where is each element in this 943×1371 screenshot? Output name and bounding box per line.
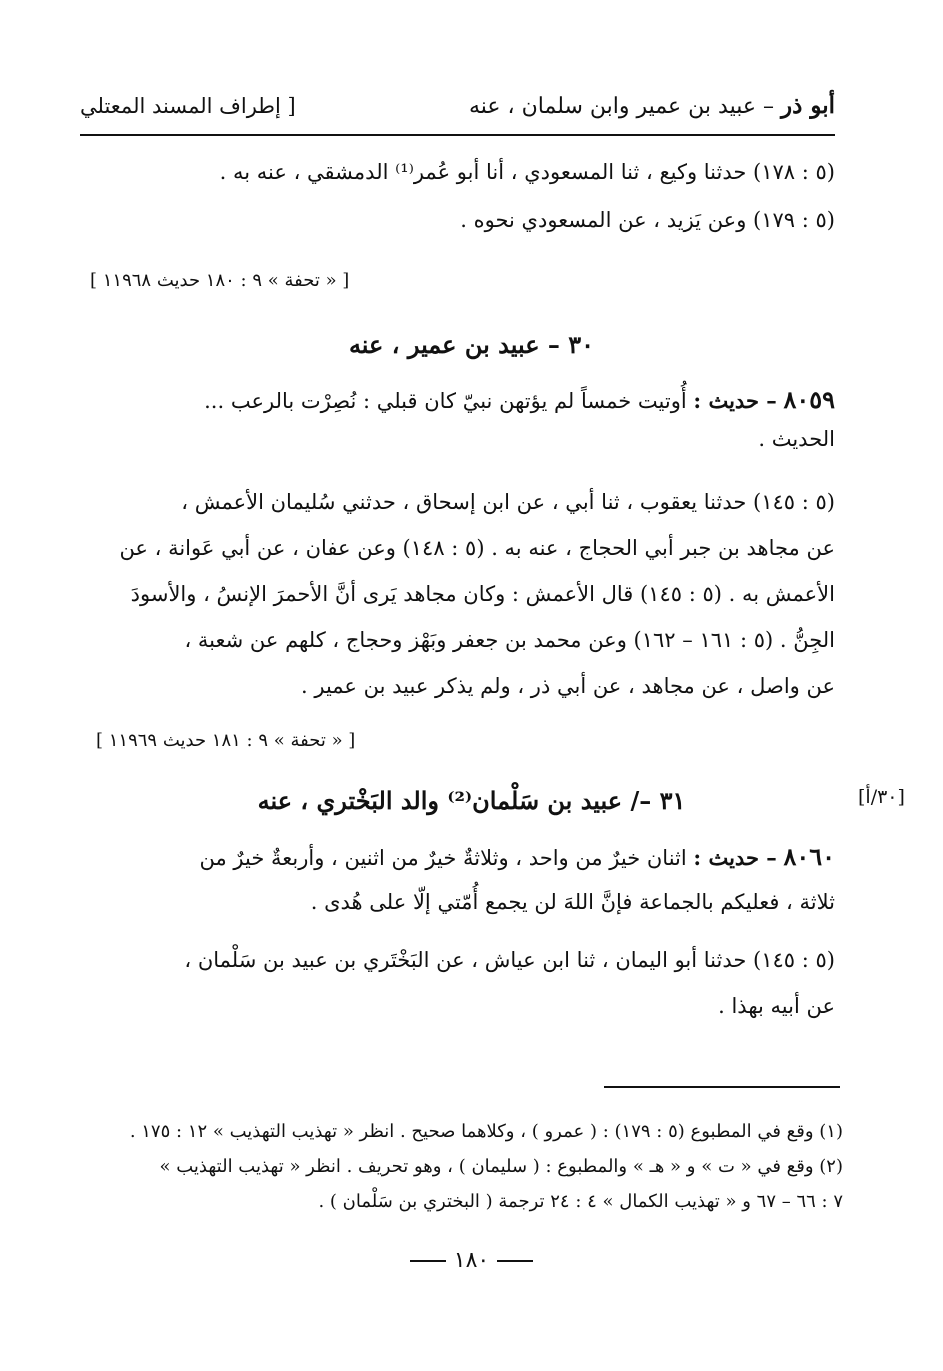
tuhfa-reference: [ « تحفة » ٩ : ١٨١ حديث ١١٩٦٩ ]	[96, 730, 356, 751]
isnad-line: الجِنُّ . (٥ : ١٦١ – ١٦٢) وعن محمد بن جعفر وبَهْز وحجاج ، كلهم عن شعبة ،	[184, 628, 835, 652]
page-number	[0, 1248, 943, 1273]
running-header-book-title: [ إطراف المسند المعتلي	[80, 94, 296, 118]
isnad-line: عن مجاهد بن جبر أبي الحجاج ، عنه به . (٥ : ١٤٨) وعن عفان ، عن أبي عَوانة ، عن	[119, 536, 835, 560]
header-rule	[80, 134, 835, 136]
footnote-2-continuation: ٧ : ٦٦ – ٦٧ و « تهذيب الكمال » ٤ : ٢٤ ترجمة ( البختري بن سَلْمان ) .	[318, 1191, 843, 1212]
section-heading: ٣٠ – عبيد بن عمير ، عنه	[348, 330, 595, 359]
isnad-line: (٥ : ١٤٥) حدثنا أبو اليمان ، ثنا ابن عياش ، عن البَخْتَري بن عبيد بن سَلْمان ،	[184, 948, 835, 972]
isnad-line: (٥ : ١٤٥) حدثنا يعقوب ، ثنا أبي ، عن ابن إسحاق ، حدثني سُليمان الأعمش ،	[181, 490, 835, 514]
running-header	[80, 92, 835, 132]
hadith-text: اثنان خيرٌ من واحد ، وثلاثةٌ خيرٌ من اثنين ، وأربعةٌ خيرٌ من	[199, 846, 687, 870]
footnote-separator	[604, 1086, 840, 1088]
hadith-label: – حديث :	[693, 388, 777, 413]
running-header-subtitle: – عبيد بن عمير وابن سلمان ، عنه	[469, 94, 774, 119]
footnote-1: (١) وقع في المطبوع (٥ : ١٧٩) : ( عمرو ) ، وكلاهما صحيح . انظر « تهذيب التهذيب » ١٢ : ١٧٥ .	[129, 1121, 843, 1142]
running-header-author: أبو ذر	[780, 92, 835, 119]
hadith-text-continuation: ثلاثة ، فعليكم بالجماعة فإنَّ اللهَ لن يجمع أُمّتي إلّا على هُدى .	[310, 890, 835, 914]
hadith-text: أُوتيت خمساً لم يؤتهن نبيّ كان قبلي : نُصِرْت بالرعب ...	[204, 389, 687, 413]
text-line: (٥ : ١٧٨) حدثنا وكيع ، ثنا المسعودي ، أنا أبو عُمر⁽¹⁾ الدمشقي ، عنه به .	[219, 160, 835, 184]
hadith-label: – حديث :	[693, 845, 777, 870]
hadith-text-continuation: الحديث .	[758, 427, 835, 451]
hadith-number: ٨٠٥٩	[783, 385, 835, 414]
hadith-line	[95, 842, 835, 871]
isnad-line: الأعمش به . (٥ : ١٤٥) قال الأعمش : وكان مجاهد يَرى أنَّ الأحمرَ الإنسُ ، والأسودَ	[130, 582, 835, 606]
footnote-2: (٢) وقع في « ت » و « هـ » والمطبوع : ( سليمان ) ، وهو تحريف . انظر « تهذيب التهذيب »	[159, 1156, 843, 1177]
isnad-line: عن واصل ، عن مجاهد ، عن أبي ذر ، ولم يذكر عبيد بن عمير .	[301, 674, 835, 698]
manuscript-folio-note: [٣٠/أ]	[858, 786, 905, 808]
page-number-dash	[497, 1260, 533, 1262]
hadith-number: ٨٠٦٠	[783, 842, 835, 871]
page-number-dash	[410, 1260, 446, 1262]
isnad-line: عن أبيه بهذا .	[718, 994, 835, 1018]
hadith-line	[95, 385, 835, 414]
page-number-value: ١٨٠	[453, 1248, 490, 1273]
running-header-title	[469, 92, 835, 119]
section-heading: ٣١ –/ عبيد بن سَلْمان⁽²⁾ والد البَخْتري ، عنه	[257, 786, 686, 815]
text-line: (٥ : ١٧٩) وعن يَزيد ، عن المسعودي نحوه .	[460, 208, 835, 232]
tuhfa-reference: [ « تحفة » ٩ : ١٨٠ حديث ١١٩٦٨ ]	[90, 270, 350, 291]
